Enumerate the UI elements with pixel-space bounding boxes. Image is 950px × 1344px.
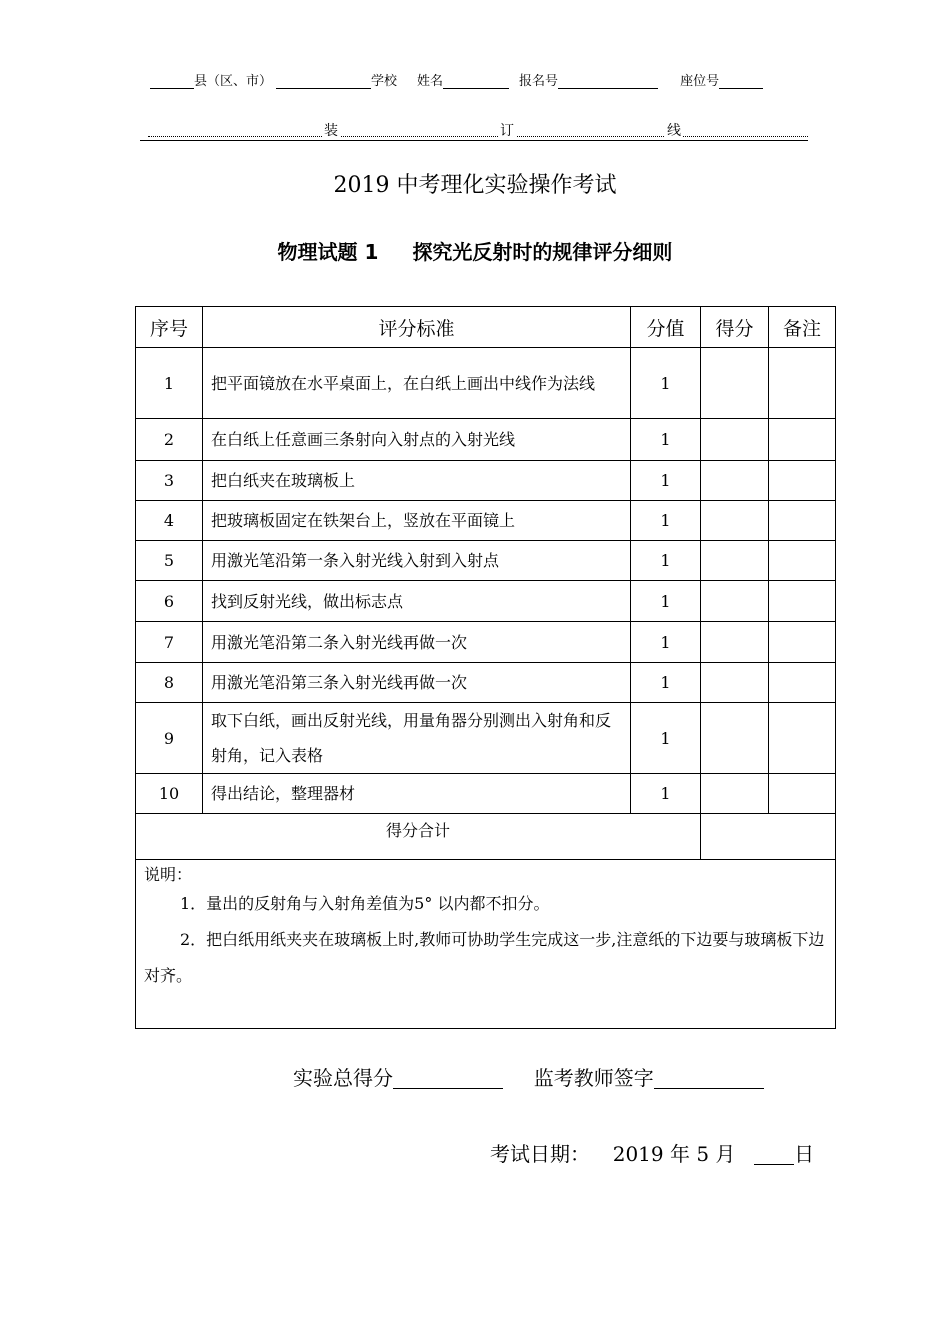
date-year-month: 2019 年 5 月 xyxy=(612,1142,736,1166)
county-blank[interactable] xyxy=(150,74,194,89)
notes-label: 说明： xyxy=(144,865,193,884)
header-remarks: 备注 xyxy=(769,307,836,348)
header-criterion: 评分标准 xyxy=(203,307,631,348)
row-criterion: 找到反射光线，做出标志点 xyxy=(203,581,631,622)
table-row xyxy=(136,541,836,581)
row-remarks-cell[interactable] xyxy=(769,703,836,774)
row-criterion: 得出结论，整理器材 xyxy=(203,774,631,814)
binding-char-3: 线 xyxy=(665,120,683,140)
date-day-blank[interactable] xyxy=(754,1142,794,1165)
total-score-label: 实验总得分 xyxy=(293,1066,393,1090)
table-row xyxy=(136,622,836,663)
row-remarks-cell[interactable] xyxy=(769,541,836,581)
row-value: 1 xyxy=(631,622,701,663)
date-day-label: 日 xyxy=(794,1142,815,1166)
table-row xyxy=(136,703,836,774)
table-header-row xyxy=(136,307,836,348)
binding-dotted-rule xyxy=(148,136,808,137)
table-row xyxy=(136,461,836,501)
binding-line xyxy=(140,120,808,141)
table-row xyxy=(136,501,836,541)
row-criterion: 用激光笔沿第一条入射光线入射到入射点 xyxy=(203,541,631,581)
table-row xyxy=(136,348,836,419)
school-label: 学校 xyxy=(371,74,398,89)
proctor-signature-blank[interactable] xyxy=(654,1066,764,1089)
row-criterion: 把玻璃板固定在铁架台上，竖放在平面镜上 xyxy=(203,501,631,541)
row-criterion: 取下白纸，画出反射光线，用量角器分别测出入射角和反射角，记入表格 xyxy=(203,703,631,774)
name-label: 姓名 xyxy=(417,74,444,89)
subtitle-part-2: 探究光反射时的规律评分细则 xyxy=(412,240,673,264)
row-remarks-cell[interactable] xyxy=(769,581,836,622)
exam-date-line xyxy=(490,1138,814,1167)
row-score-cell[interactable] xyxy=(701,348,769,419)
date-label: 考试日期： xyxy=(490,1142,590,1166)
proctor-label: 监考教师签字 xyxy=(533,1066,654,1090)
note-item: 2．把白纸用纸夹夹在玻璃板上时,教师可协助学生完成这一步,注意纸的下边要与玻璃板下边对齐。 xyxy=(144,930,825,985)
table-row xyxy=(136,774,836,814)
seat-blank[interactable] xyxy=(719,74,763,89)
notes-cell xyxy=(136,860,836,1029)
header-value: 分值 xyxy=(631,307,701,348)
notes-row xyxy=(136,860,836,1029)
school-blank[interactable] xyxy=(276,74,371,89)
row-value: 1 xyxy=(631,501,701,541)
total-score-cell[interactable] xyxy=(701,814,836,860)
row-score-cell[interactable] xyxy=(701,419,769,461)
row-remarks-cell[interactable] xyxy=(769,622,836,663)
note-item: 1．量出的反射角与入射角差值为5° 以内都不扣分。 xyxy=(180,894,550,913)
row-no: 3 xyxy=(136,461,203,501)
binding-char-2: 订 xyxy=(498,120,516,140)
signature-line xyxy=(293,1062,764,1091)
row-remarks-cell[interactable] xyxy=(769,419,836,461)
table-row xyxy=(136,663,836,703)
row-remarks-cell[interactable] xyxy=(769,461,836,501)
exam-no-blank[interactable] xyxy=(558,74,658,89)
row-no: 1 xyxy=(136,348,203,419)
row-value: 1 xyxy=(631,348,701,419)
row-criterion: 在白纸上任意画三条射向入射点的入射光线 xyxy=(203,419,631,461)
row-no: 6 xyxy=(136,581,203,622)
row-score-cell[interactable] xyxy=(701,622,769,663)
total-row xyxy=(136,814,836,860)
candidate-info-line xyxy=(150,70,763,89)
row-criterion: 用激光笔沿第三条入射光线再做一次 xyxy=(203,663,631,703)
row-remarks-cell[interactable] xyxy=(769,501,836,541)
exam-no-label: 报名号 xyxy=(519,74,559,89)
row-remarks-cell[interactable] xyxy=(769,663,836,703)
row-score-cell[interactable] xyxy=(701,581,769,622)
row-criterion: 用激光笔沿第二条入射光线再做一次 xyxy=(203,622,631,663)
row-no: 9 xyxy=(136,703,203,774)
county-label: 县（区、市） xyxy=(194,74,273,89)
seat-label: 座位号 xyxy=(680,74,720,89)
name-blank[interactable] xyxy=(443,74,509,89)
row-no: 8 xyxy=(136,663,203,703)
row-remarks-cell[interactable] xyxy=(769,348,836,419)
row-value: 1 xyxy=(631,541,701,581)
page-subtitle xyxy=(0,236,950,265)
row-value: 1 xyxy=(631,461,701,501)
total-label: 得分合计 xyxy=(136,814,701,860)
row-score-cell[interactable] xyxy=(701,774,769,814)
row-no: 4 xyxy=(136,501,203,541)
row-score-cell[interactable] xyxy=(701,663,769,703)
row-value: 1 xyxy=(631,774,701,814)
row-score-cell[interactable] xyxy=(701,703,769,774)
row-score-cell[interactable] xyxy=(701,461,769,501)
binding-char-1: 装 xyxy=(322,120,340,140)
header-score: 得分 xyxy=(701,307,769,348)
scoring-table xyxy=(135,306,836,1029)
row-value: 1 xyxy=(631,581,701,622)
row-criterion: 把白纸夹在玻璃板上 xyxy=(203,461,631,501)
table-row xyxy=(136,581,836,622)
row-no: 5 xyxy=(136,541,203,581)
header-no: 序号 xyxy=(136,307,203,348)
row-score-cell[interactable] xyxy=(701,501,769,541)
row-value: 1 xyxy=(631,419,701,461)
row-criterion: 把平面镜放在水平桌面上，在白纸上画出中线作为法线 xyxy=(203,348,631,419)
row-no: 2 xyxy=(136,419,203,461)
row-no: 10 xyxy=(136,774,203,814)
row-value: 1 xyxy=(631,703,701,774)
table-row xyxy=(136,419,836,461)
subtitle-part-1: 物理试题 1 xyxy=(277,240,379,264)
total-score-blank[interactable] xyxy=(393,1066,503,1089)
row-value: 1 xyxy=(631,663,701,703)
row-score-cell[interactable] xyxy=(701,541,769,581)
row-remarks-cell[interactable] xyxy=(769,774,836,814)
page-title: 2019 中考理化实验操作考试 xyxy=(333,173,617,198)
row-no: 7 xyxy=(136,622,203,663)
